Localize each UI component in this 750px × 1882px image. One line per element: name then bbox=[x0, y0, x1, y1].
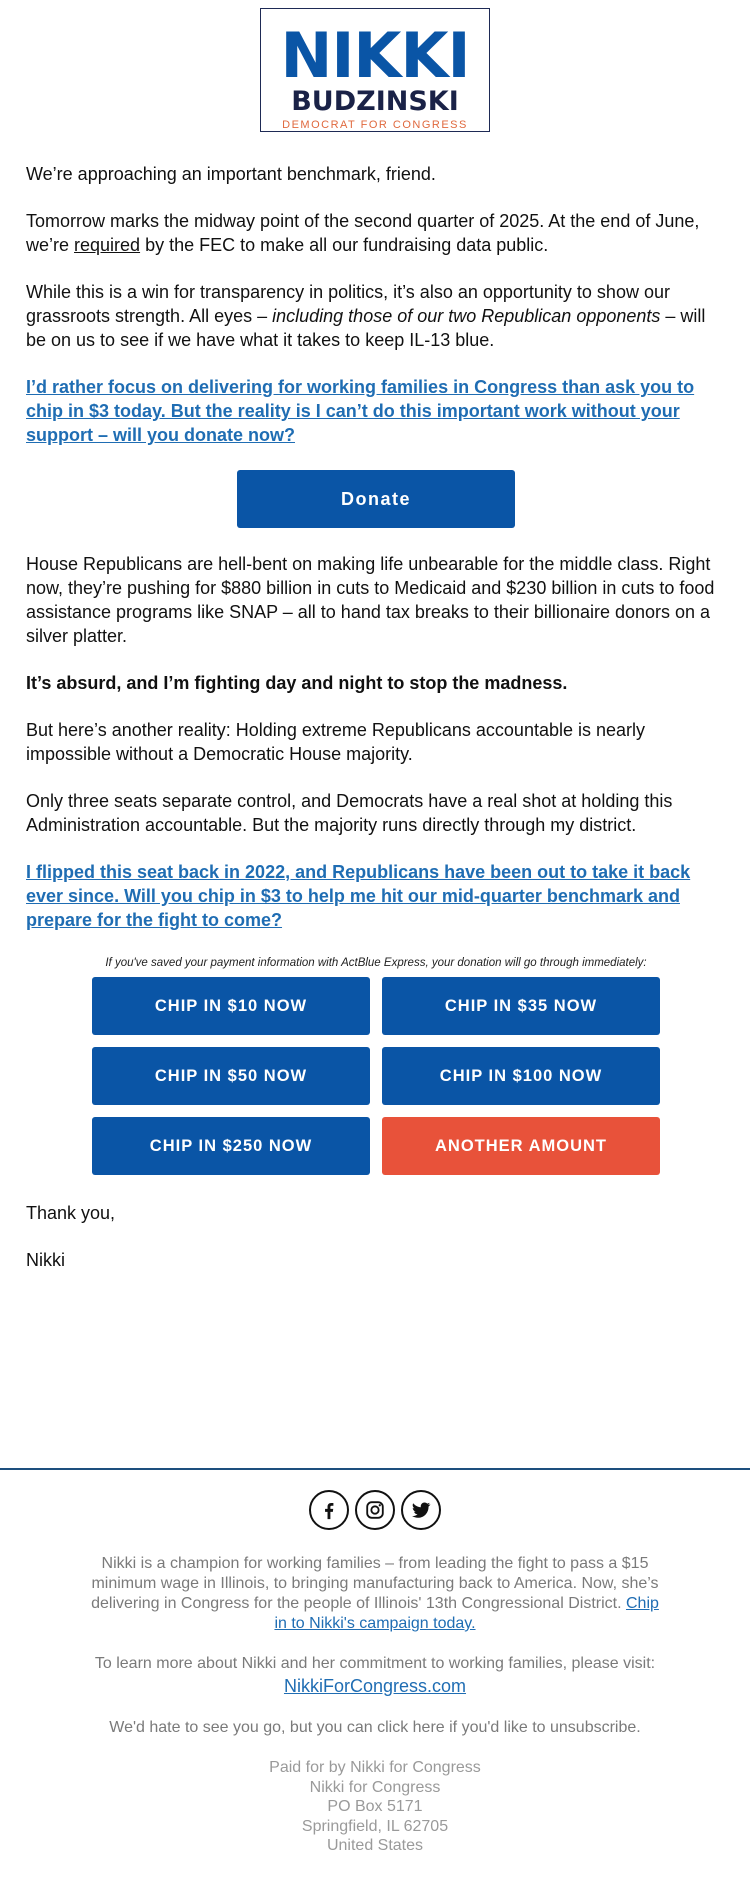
donate-button[interactable]: Donate bbox=[237, 470, 515, 528]
country-line: United States bbox=[326, 1837, 424, 1854]
opponents-text: including those of our two Republican opponents bbox=[272, 306, 661, 326]
donate-link-paragraph bbox=[26, 375, 726, 447]
chip-grid bbox=[92, 977, 660, 1175]
chip-100-button[interactable]: CHIP IN $100 NOW bbox=[382, 1047, 660, 1105]
logo-last-name: BUDZINSKI bbox=[291, 86, 459, 117]
website-link[interactable]: NikkiForCongress.com bbox=[283, 1676, 467, 1696]
absurd-paragraph: It’s absurd, and I’m fighting day and night to stop the madness. bbox=[26, 673, 568, 693]
footer-learn-more: To learn more about Nikki and her commitment to working families, please visit: NikkiForCongress.com bbox=[94, 1655, 656, 1696]
chip-250-button[interactable]: CHIP IN $250 NOW bbox=[92, 1117, 370, 1175]
facebook-icon[interactable] bbox=[309, 1490, 349, 1530]
campaign-logo bbox=[260, 8, 490, 132]
required-text: required bbox=[74, 235, 141, 255]
logo-first-name: NIKKI bbox=[280, 19, 470, 92]
paid-for-line: Paid for by Nikki for Congress bbox=[269, 1759, 481, 1776]
footer-divider bbox=[0, 1468, 750, 1470]
twitter-icon[interactable] bbox=[401, 1490, 441, 1530]
seats-paragraph: Only three seats separate control, and Democrats have a real shot at holding this Administration accountable. But the majority runs directly through my district. bbox=[26, 791, 673, 835]
mailing-address bbox=[90, 1758, 660, 1856]
chip-50-button[interactable]: CHIP IN $50 NOW bbox=[92, 1047, 370, 1105]
org-line: Nikki for Congress bbox=[309, 1778, 441, 1796]
city-line: Springfield, IL 62705 bbox=[301, 1817, 449, 1835]
donate-row bbox=[26, 470, 726, 528]
fec-paragraph: Tomorrow marks the midway point of the second quarter of 2025. At the end of June, we’re required by the FEC to make all our fundraising data public. bbox=[26, 211, 700, 255]
footer-bio: Nikki is a champion for working families – from leading the fight to pass a $15 minimum wage in Illinois, to bringing manufacturing back to America. Now, she’s delivering in Congress for the people of Illinois' 13th Congressional District. Chip in to Nikki's campaign today. bbox=[91, 1555, 659, 1632]
chip-35-button[interactable]: CHIP IN $35 NOW bbox=[382, 977, 660, 1035]
logo-tagline: DEMOCRAT FOR CONGRESS bbox=[282, 119, 468, 131]
social-links bbox=[0, 1490, 750, 1530]
signature: Nikki bbox=[26, 1250, 65, 1270]
chip-10-button[interactable]: CHIP IN $10 NOW bbox=[92, 977, 370, 1035]
donate-now-link[interactable]: I’d rather focus on delivering for working families in Congress than ask you to chip in $3 today. But the reality is I can’t do this important work without your support – will you donate now? bbox=[26, 377, 695, 445]
majority-paragraph: But here’s another reality: Holding extreme Republicans accountable is nearly impossible without a Democratic House majority. bbox=[26, 720, 646, 764]
signoff: Thank you, bbox=[26, 1203, 116, 1223]
actblue-express-note: If you've saved your payment information with ActBlue Express, your donation will go through immediately: bbox=[105, 957, 647, 969]
republicans-paragraph: House Republicans are hell-bent on making life unbearable for the middle class. Right now, they’re pushing for $880 billion in cuts to Medicaid and $230 billion in cuts to food assistance programs like SNAP – all to hand tax breaks to their billionaire donors on a silver platter. bbox=[26, 554, 715, 646]
chip-link-paragraph bbox=[26, 860, 726, 932]
greeting-paragraph: We’re approaching an important benchmark, friend. bbox=[26, 164, 436, 184]
another-amount-button[interactable]: ANOTHER AMOUNT bbox=[382, 1117, 660, 1175]
chip-in-campaign-link[interactable]: Chip in to Nikki's campaign today. bbox=[274, 1595, 659, 1632]
instagram-icon[interactable] bbox=[355, 1490, 395, 1530]
chip-in-link[interactable]: I flipped this seat back in 2022, and Republicans have been out to take it back ever since. Will you chip in $3 to help me hit our mid-quarter benchmark and prepare for the fight to come? bbox=[26, 862, 691, 930]
email-body bbox=[26, 162, 726, 1295]
transparency-paragraph: While this is a win for transparency in politics, it’s also an opportunity to show our grassroots strength. All eyes – including those of our two Republican opponents – will be on us to see if we have what it takes to keep IL-13 blue. bbox=[26, 282, 706, 350]
footer bbox=[90, 1554, 660, 1856]
po-box-line: PO Box 5171 bbox=[327, 1798, 423, 1815]
unsubscribe-text[interactable]: We'd hate to see you go, but you can click here if you'd like to unsubscribe. bbox=[109, 1719, 641, 1736]
